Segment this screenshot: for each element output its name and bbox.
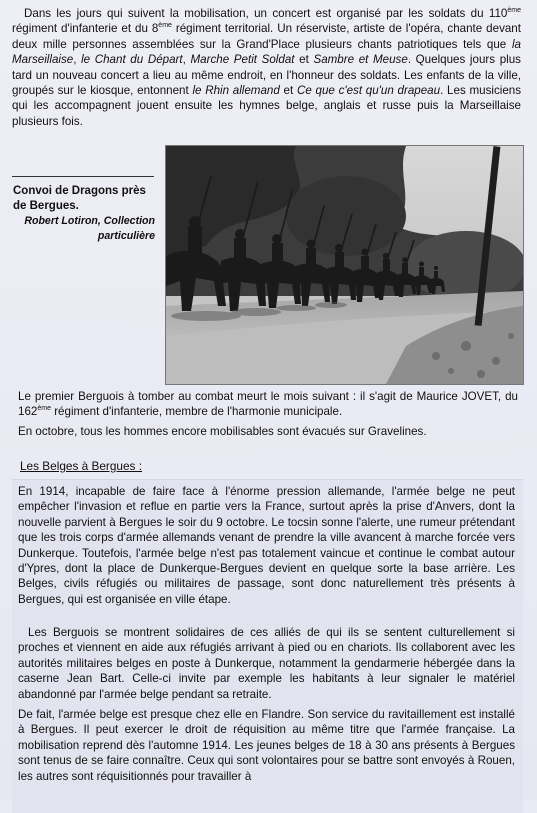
caption-title: Convoi de Dragons près de Bergues. bbox=[13, 185, 146, 212]
section-heading: Les Belges à Bergues : bbox=[20, 459, 142, 473]
song-title: Ce que c'est qu'un drapeau bbox=[296, 84, 441, 98]
ordinal-superscript: ème bbox=[507, 7, 521, 15]
cavalry-photo-image bbox=[166, 146, 523, 384]
photo-caption bbox=[10, 184, 155, 244]
song-title: Marche Petit Soldat bbox=[190, 53, 295, 67]
caption-divider bbox=[12, 176, 154, 177]
song-title: le Chant du Départ bbox=[81, 53, 183, 67]
section-paragraph-2: Les Berguois se montrent solidaires de ces alliés de qui ils se sentent culturellement si proches et viennent en aide aux réfugiés arrivant à pied ou en chariots. Ils collaborent avec les autorités militaires belges en poste à Dunkerque, notamment la gendarmerie hébergée dans la caserne Jean Bart. Celle-ci invite par exemple les habitants à leur signaler le matériel abandonné par l'armée belge pendant sa retraite. bbox=[18, 626, 515, 701]
song-title: la Marseillaise bbox=[12, 37, 521, 67]
section-box bbox=[12, 479, 523, 813]
song-title: Sambre et Meuse bbox=[313, 53, 408, 67]
intro-text: . Quelques jours plus tard un nouveau concert a lieu au même endroit, en l'honneur des soldats. Les enfants de la ville, groupés sur le kiosque, entonnent bbox=[12, 53, 521, 98]
intro-text: et bbox=[279, 84, 297, 98]
intro-text: , bbox=[182, 53, 191, 67]
paragraph-text: Le premier Berguois à tomber au combat meurt le mois suivant : il s'agit de Maurice JOVET, du 162 bbox=[18, 390, 518, 419]
intro-paragraph bbox=[12, 6, 521, 129]
caption-credit: Robert Lotiron, Collection particulière bbox=[24, 215, 155, 242]
gravelines-paragraph: En octobre, tous les hommes encore mobilisables sont évacués sur Gravelines. bbox=[18, 425, 427, 438]
paragraph-text: régiment d'infanterie, membre de l'harmonie municipale. bbox=[50, 405, 343, 419]
intro-text: régiment d'infanterie et du 8 bbox=[12, 22, 159, 36]
song-title: le Rhin allemand bbox=[192, 84, 280, 98]
cavalry-photo bbox=[165, 145, 524, 385]
intro-text: Dans les jours qui suivent la mobilisation, un concert est organisé par les soldats du 110 bbox=[24, 7, 508, 20]
jovet-paragraph bbox=[18, 389, 518, 420]
ordinal-superscript: ème bbox=[37, 405, 51, 413]
intro-text: , bbox=[73, 53, 82, 67]
section-paragraph-1: En 1914, incapable de faire face à l'énorme pression allemande, l'armée belge ne peut empêcher l'invasion et reflue en partie vers la France, surtout après la prise d'Anvers, dont la nouvelle parvient à Bergues le soir du 9 octobre. Le tocsin sonne l'alerte, une rumeur prétendant que les trois corps d'armée allemands venant de prendre la ville avancent à marche forcée vers Dunkerque. Toutefois, l'armée belge n'est pas totalement vaincue et continue le combat autour d'Ypres, dont la place de Dunkerque-Bergues devient en quelque sorte la base arrière. Les Belges, civils réfugiés ou militaires de passage, sont donc naturellement très présents à Bergues, qui est organisée en ville étape. bbox=[18, 485, 515, 606]
intro-text: . Les musiciens qui les accompagnent jouent ensuite les hymnes belge, anglais et russe puis la Marseillaise plusieurs fois. bbox=[12, 84, 522, 128]
intro-text: régiment territorial. Un réserviste, artiste de l'opéra, chante devant deux mille personnes assemblées sur la Grand'Place plusieurs chants patriotiques tels que bbox=[12, 22, 521, 51]
ordinal-superscript: ème bbox=[158, 22, 172, 30]
intro-text: et bbox=[294, 53, 314, 67]
section-paragraph-3: De fait, l'armée belge est presque chez elle en Flandre. Son service du ravitaillement est installé à Bergues. Il peut exercer le droit de réquisition au même titre que l'armée française. La mobilisation reprend dès l'automne 1914. Les jeunes belges de 18 à 30 ans présents à Bergues sont tenus de se faire connaître. Ceux qui sont volontaires pour se battre sont envoyés à Rouen, les autres sont réquisitionnés pour travailler à bbox=[18, 708, 515, 783]
